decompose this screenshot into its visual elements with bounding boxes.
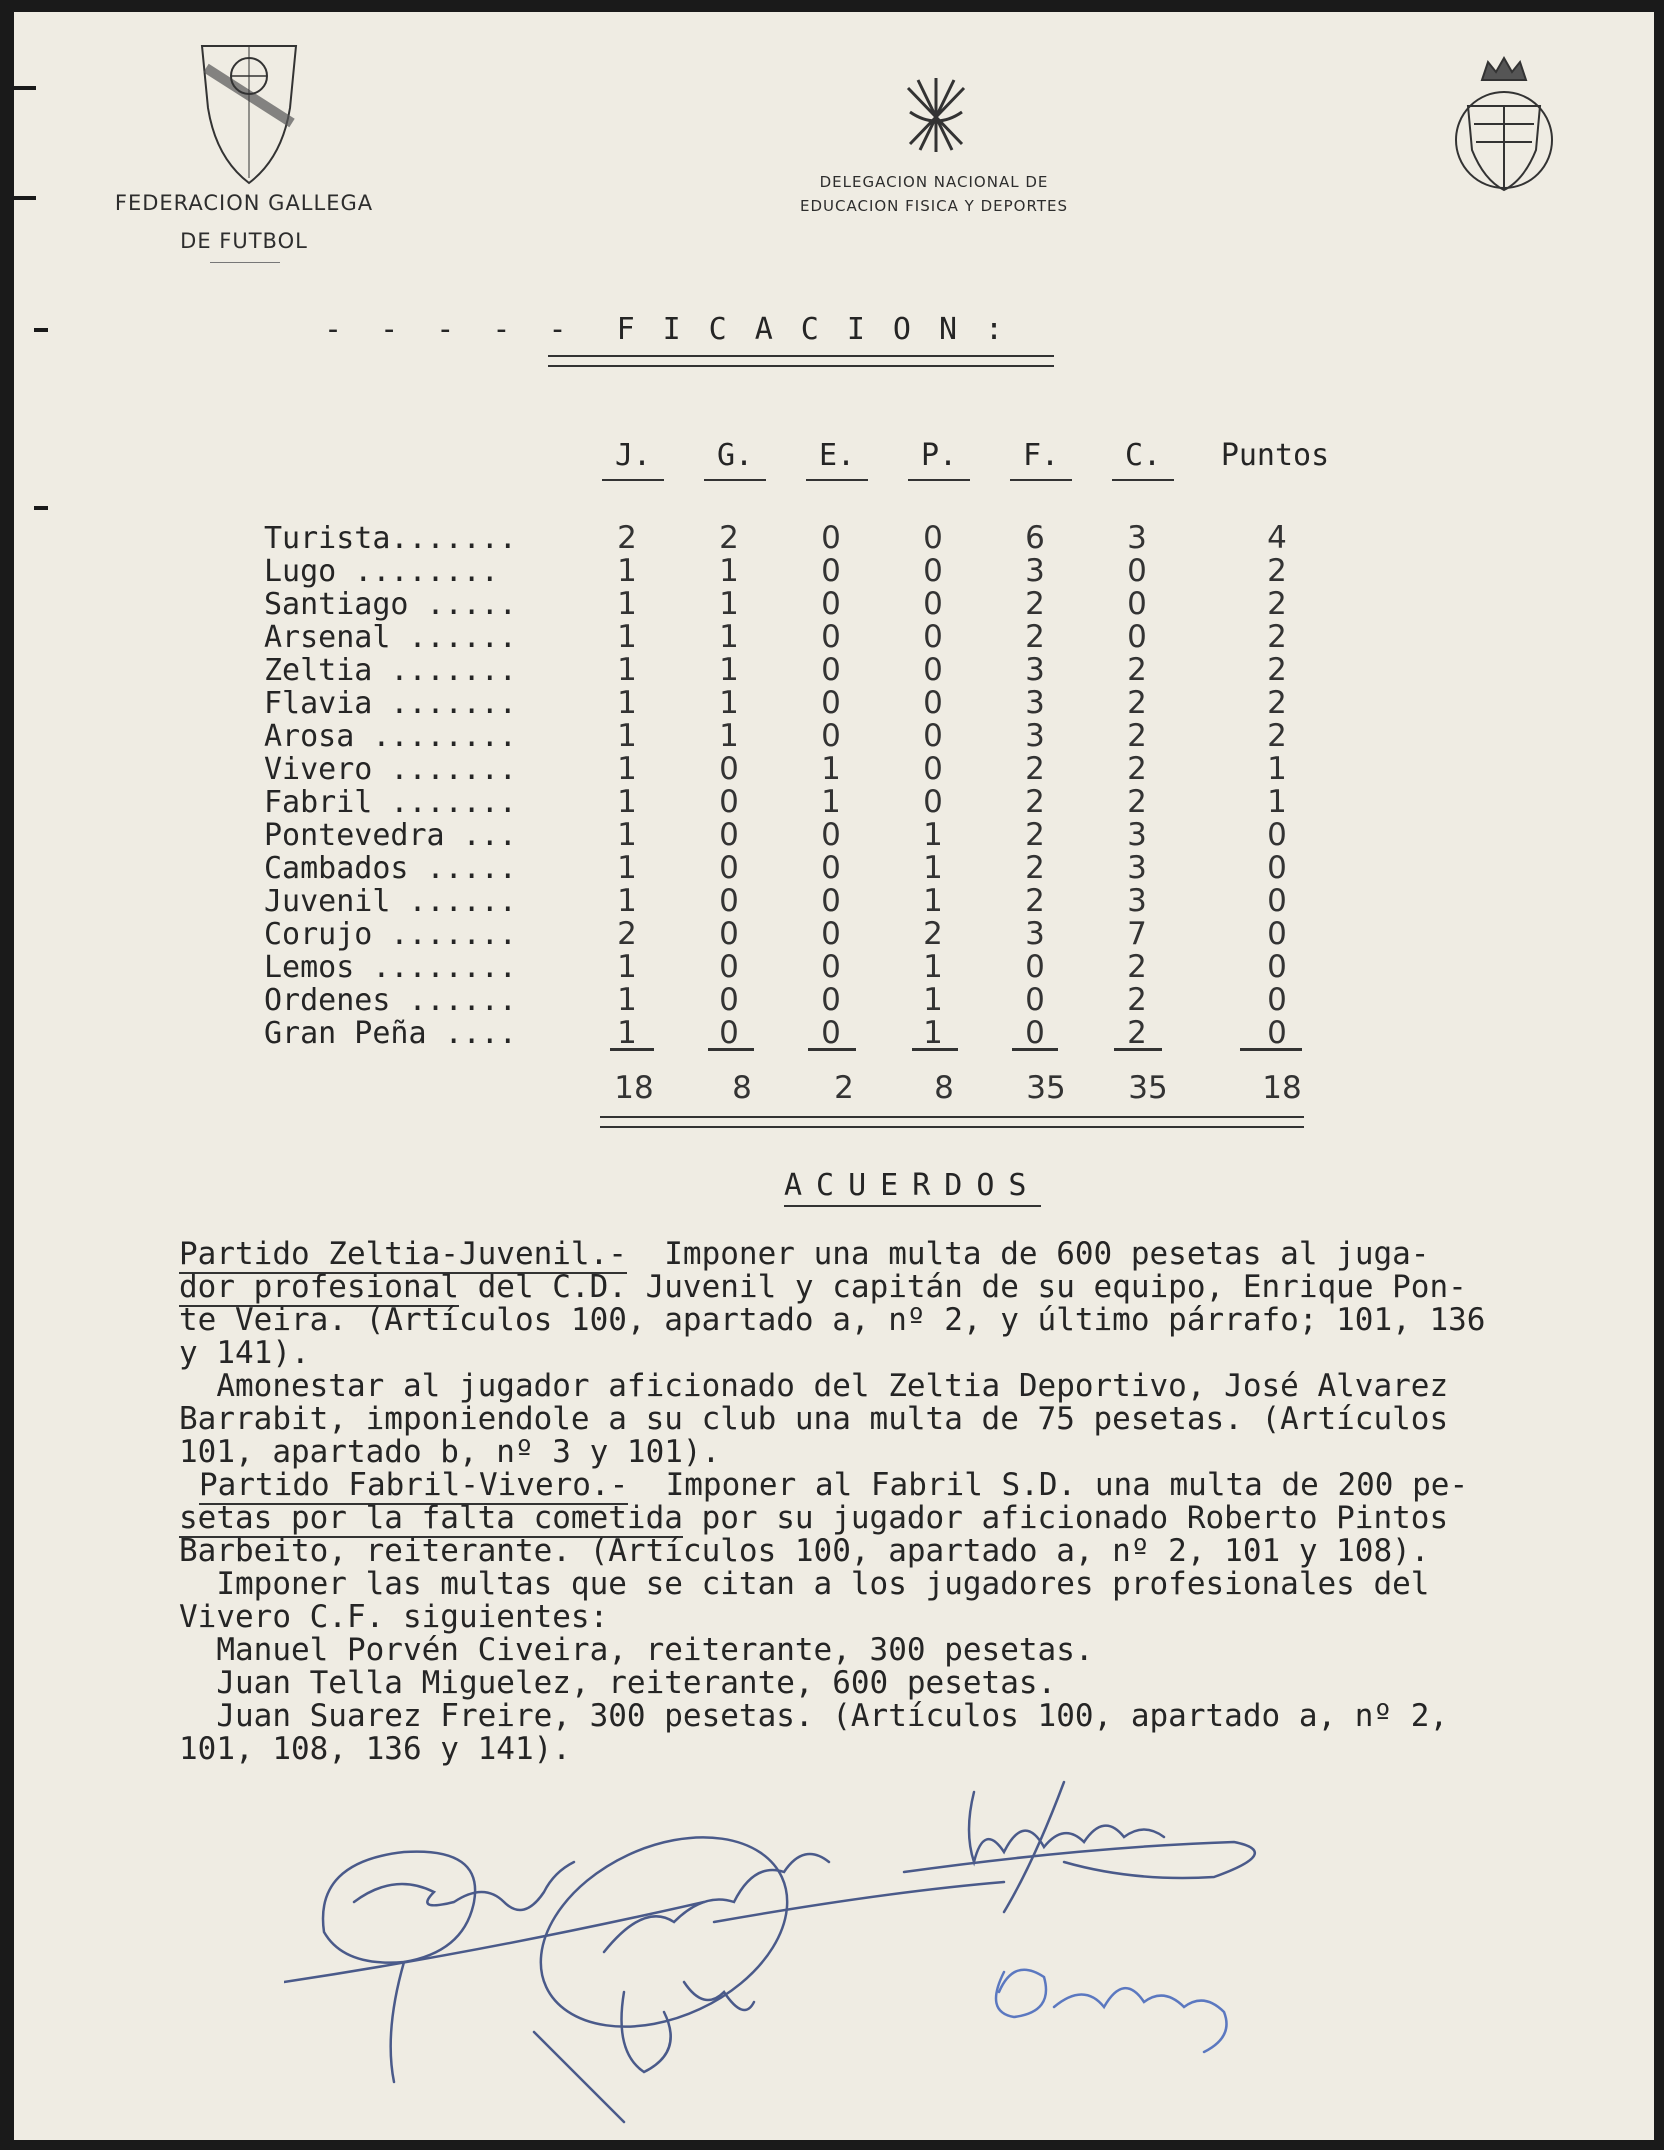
stat-cell: 1 xyxy=(1267,784,1287,820)
team-name: Juvenil ...... xyxy=(264,884,517,919)
stat-cell: 0 xyxy=(821,916,841,952)
team-name: Turista....... xyxy=(264,521,517,556)
col-header-g: G. xyxy=(704,438,766,481)
classification-title xyxy=(324,312,1031,347)
total-g: 8 xyxy=(732,1070,752,1106)
stat-cell: 1 xyxy=(821,784,841,820)
delegation-line1: DELEGACION NACIONAL DE xyxy=(819,173,1049,191)
agreement-line: Manuel Porvén Civeira, reiterante, 300 pesetas. xyxy=(179,1632,1094,1668)
team-name: Zeltia ....... xyxy=(264,653,517,688)
agreement-line xyxy=(179,1502,1639,1535)
stat-cell: 2 xyxy=(1025,619,1045,655)
stat-cell: 1 xyxy=(617,685,637,721)
agreement-text-underlined: dor profesional xyxy=(179,1269,459,1305)
total-c: 35 xyxy=(1128,1070,1168,1106)
stat-cell: 2 xyxy=(1267,652,1287,688)
stat-cell: 1 xyxy=(719,685,739,721)
stat-cell: 2 xyxy=(1267,553,1287,589)
stat-cell: 3 xyxy=(1127,883,1147,919)
delegation-name xyxy=(754,170,1114,218)
stat-cell: 2 xyxy=(1127,718,1147,754)
stat-cell: 3 xyxy=(1025,718,1045,754)
stat-cell: 1 xyxy=(617,718,637,754)
stat-cell: 1 xyxy=(617,982,637,1018)
federation-line2: DE FUTBOL xyxy=(180,229,308,253)
totals-double-underline xyxy=(600,1116,1304,1128)
stat-cell: 1 xyxy=(617,751,637,787)
stat-cell: 0 xyxy=(1025,1015,1045,1051)
stat-cell: 0 xyxy=(923,685,943,721)
stat-cell: 0 xyxy=(923,718,943,754)
stat-cell: 2 xyxy=(617,916,637,952)
agreement-line xyxy=(179,1271,1639,1304)
stat-cell: 0 xyxy=(923,553,943,589)
stat-cell: 0 xyxy=(821,850,841,886)
sum-line xyxy=(610,1048,654,1051)
stat-cell: 1 xyxy=(617,883,637,919)
stat-cell: 0 xyxy=(719,817,739,853)
agreement-line: te Veira. (Artículos 100, apartado a, nº 2, y último párrafo; 101, 136 xyxy=(179,1302,1486,1338)
stat-cell: 0 xyxy=(821,586,841,622)
sum-line xyxy=(708,1048,754,1051)
stat-cell: 1 xyxy=(923,949,943,985)
stat-cell: 0 xyxy=(719,784,739,820)
stat-cell: 1 xyxy=(617,817,637,853)
total-p: 8 xyxy=(934,1070,954,1106)
total-e: 2 xyxy=(834,1070,854,1106)
sum-line xyxy=(808,1048,856,1051)
stat-cell: 0 xyxy=(923,619,943,655)
sum-line xyxy=(1240,1048,1302,1051)
stat-cell: 0 xyxy=(821,553,841,589)
team-name: Corujo ....... xyxy=(264,917,517,952)
sum-line xyxy=(912,1048,958,1051)
handwritten-signatures xyxy=(284,1752,1384,2132)
stat-cell: 2 xyxy=(923,916,943,952)
binding-mark xyxy=(14,86,36,90)
sum-line xyxy=(1114,1048,1162,1051)
binding-mark xyxy=(34,506,48,510)
stat-cell: 0 xyxy=(719,949,739,985)
team-name: Flavia ....... xyxy=(264,686,517,721)
stat-cell: 0 xyxy=(1267,916,1287,952)
stat-cell: 2 xyxy=(1025,751,1045,787)
delegation-line2: EDUCACION FISICA Y DEPORTES xyxy=(800,197,1068,215)
team-name: Lugo ........ xyxy=(264,554,499,589)
stat-cell: 0 xyxy=(923,751,943,787)
document-page xyxy=(14,12,1654,2140)
stat-cell: 3 xyxy=(1025,553,1045,589)
stat-cell: 0 xyxy=(1267,850,1287,886)
stat-cell: 3 xyxy=(1127,520,1147,556)
stat-cell: 2 xyxy=(719,520,739,556)
stat-cell: 0 xyxy=(719,982,739,1018)
stat-cell: 0 xyxy=(821,883,841,919)
stat-cell: 0 xyxy=(821,817,841,853)
stat-cell: 1 xyxy=(617,586,637,622)
team-name: Gran Peña .... xyxy=(264,1016,517,1051)
stat-cell: 0 xyxy=(1025,982,1045,1018)
crowned-crest-emblem xyxy=(1444,50,1564,200)
stat-cell: 2 xyxy=(1127,1015,1147,1051)
stat-cell: 2 xyxy=(1267,586,1287,622)
stat-cell: 1 xyxy=(617,619,637,655)
divider xyxy=(210,262,280,263)
stat-cell: 3 xyxy=(1127,850,1147,886)
stat-cell: 1 xyxy=(617,784,637,820)
stat-cell: 0 xyxy=(1267,817,1287,853)
federation-shield-logo xyxy=(194,38,304,188)
stat-cell: 0 xyxy=(1025,949,1045,985)
stat-cell: 7 xyxy=(1127,916,1147,952)
stat-cell: 0 xyxy=(1267,949,1287,985)
agreement-line: Imponer las multas que se citan a los jugadores profesionales del xyxy=(179,1566,1430,1602)
team-name: Vivero ....... xyxy=(264,752,517,787)
stat-cell: 0 xyxy=(821,718,841,754)
team-name: Arosa ........ xyxy=(264,719,517,754)
agreement-line: Vivero C.F. siguientes: xyxy=(179,1599,609,1635)
federation-line1: FEDERACION GALLEGA xyxy=(114,191,374,215)
stat-cell: 0 xyxy=(923,784,943,820)
title-dashes: - - - - - xyxy=(324,312,577,347)
team-name: Lemos ........ xyxy=(264,950,517,985)
stat-cell: 1 xyxy=(923,1015,943,1051)
stat-cell: 3 xyxy=(1025,916,1045,952)
stat-cell: 0 xyxy=(923,652,943,688)
stat-cell: 1 xyxy=(617,850,637,886)
stat-cell: 2 xyxy=(1025,784,1045,820)
stat-cell: 0 xyxy=(719,916,739,952)
binding-mark xyxy=(34,328,48,332)
agreement-line: y 141). xyxy=(179,1335,310,1371)
agreement-line: Barrabit, imponiendole a su club una multa de 75 pesetas. (Artículos xyxy=(179,1401,1449,1437)
stat-cell: 4 xyxy=(1267,520,1287,556)
stat-cell: 2 xyxy=(1025,817,1045,853)
yoke-arrows-emblem xyxy=(896,72,976,158)
stat-cell: 2 xyxy=(1267,685,1287,721)
total-j: 18 xyxy=(614,1070,654,1106)
stat-cell: 2 xyxy=(1127,751,1147,787)
match-heading-fabril-vivero: Partido Fabril-Vivero.- xyxy=(199,1467,629,1503)
stat-cell: 0 xyxy=(1127,553,1147,589)
stat-cell: 0 xyxy=(719,883,739,919)
stat-cell: 0 xyxy=(1127,619,1147,655)
stat-cell: 1 xyxy=(923,982,943,1018)
agreement-text: Imponer al Fabril S.D. una multa de 200 pe- xyxy=(628,1467,1469,1503)
stat-cell: 2 xyxy=(1127,685,1147,721)
stat-cell: 2 xyxy=(1127,784,1147,820)
stat-cell: 1 xyxy=(923,883,943,919)
stat-cell: 3 xyxy=(1025,685,1045,721)
stat-cell: 0 xyxy=(719,1015,739,1051)
stat-cell: 1 xyxy=(1267,751,1287,787)
stat-cell: 1 xyxy=(617,949,637,985)
stat-cell: 0 xyxy=(821,1015,841,1051)
col-header-c: C. xyxy=(1112,438,1174,481)
stat-cell: 0 xyxy=(821,982,841,1018)
stat-cell: 1 xyxy=(719,718,739,754)
stat-cell: 1 xyxy=(617,553,637,589)
stat-cell: 1 xyxy=(719,619,739,655)
stat-cell: 1 xyxy=(719,586,739,622)
stat-cell: 0 xyxy=(821,520,841,556)
stat-cell: 0 xyxy=(821,652,841,688)
team-name: Cambados ..... xyxy=(264,851,517,886)
stat-cell: 0 xyxy=(1127,586,1147,622)
stat-cell: 2 xyxy=(1267,718,1287,754)
stat-cell: 1 xyxy=(617,652,637,688)
stat-cell: 0 xyxy=(923,586,943,622)
binding-mark xyxy=(14,196,36,200)
col-header-e: E. xyxy=(806,438,868,481)
stat-cell: 2 xyxy=(1025,850,1045,886)
agreement-line xyxy=(179,1238,1639,1271)
match-heading-zeltia-juvenil: Partido Zeltia-Juvenil.- xyxy=(179,1236,627,1272)
stat-cell: 1 xyxy=(821,751,841,787)
stat-cell: 0 xyxy=(719,850,739,886)
agreement-line: 101, 108, 136 y 141). xyxy=(179,1731,571,1767)
agreement-text: por su jugador aficionado Roberto Pintos xyxy=(682,1500,1449,1536)
stat-cell: 0 xyxy=(821,619,841,655)
stat-cell: 1 xyxy=(719,652,739,688)
agreement-text: del C.D. Juvenil y capitán de su equipo, Enrique Pon- xyxy=(458,1269,1467,1305)
stat-cell: 2 xyxy=(1025,586,1045,622)
stat-cell: 2 xyxy=(1025,883,1045,919)
stat-cell: 2 xyxy=(1127,982,1147,1018)
stat-cell: 2 xyxy=(1127,949,1147,985)
stat-cell: 1 xyxy=(923,850,943,886)
stat-cell: 1 xyxy=(617,1015,637,1051)
acuerdos-heading: ACUERDOS xyxy=(784,1168,1041,1207)
stat-cell: 2 xyxy=(617,520,637,556)
col-header-j: J. xyxy=(602,438,664,481)
team-name: Pontevedra ... xyxy=(264,818,517,853)
agreement-line: Barbeito, reiterante. (Artículos 100, apartado a, nº 2, 101 y 108). xyxy=(179,1533,1430,1569)
stat-cell: 2 xyxy=(1127,652,1147,688)
total-puntos: 18 xyxy=(1262,1070,1302,1106)
stat-cell: 0 xyxy=(821,685,841,721)
sum-line xyxy=(1012,1048,1058,1051)
title-double-underline xyxy=(548,355,1054,367)
stat-cell: 0 xyxy=(1267,982,1287,1018)
agreement-text: Imponer una multa de 600 pesetas al juga- xyxy=(626,1236,1430,1272)
team-name: Ordenes ...... xyxy=(264,983,517,1018)
total-f: 35 xyxy=(1026,1070,1066,1106)
team-name: Santiago ..... xyxy=(264,587,517,622)
team-name: Arsenal ...... xyxy=(264,620,517,655)
agreement-text-underlined: setas por la falta cometida xyxy=(179,1500,683,1536)
stat-cell: 6 xyxy=(1025,520,1045,556)
stat-cell: 0 xyxy=(1267,883,1287,919)
col-header-p: P. xyxy=(908,438,970,481)
col-header-puntos: Puntos xyxy=(1220,438,1330,473)
stat-cell: 3 xyxy=(1025,652,1045,688)
col-header-f: F. xyxy=(1010,438,1072,481)
agreement-line: 101, apartado b, nº 3 y 101). xyxy=(179,1434,721,1470)
stat-cell: 0 xyxy=(923,520,943,556)
stat-cell: 2 xyxy=(1267,619,1287,655)
agreement-line: Juan Suarez Freire, 300 pesetas. (Artículos 100, apartado a, nº 2, xyxy=(179,1698,1449,1734)
agreement-line: Juan Tella Miguelez, reiterante, 600 pesetas. xyxy=(179,1665,1057,1701)
agreement-line: Amonestar al jugador aficionado del Zeltia Deportivo, José Alvarez xyxy=(179,1368,1449,1404)
stat-cell: 1 xyxy=(719,553,739,589)
stat-cell: 0 xyxy=(719,751,739,787)
federation-name xyxy=(84,184,404,260)
stat-cell: 0 xyxy=(821,949,841,985)
stat-cell: 3 xyxy=(1127,817,1147,853)
stat-cell: 1 xyxy=(923,817,943,853)
team-name: Fabril ....... xyxy=(264,785,517,820)
agreement-line xyxy=(199,1469,1654,1502)
stat-cell: 0 xyxy=(1267,1015,1287,1051)
title-word: FICACION: xyxy=(616,312,1032,347)
